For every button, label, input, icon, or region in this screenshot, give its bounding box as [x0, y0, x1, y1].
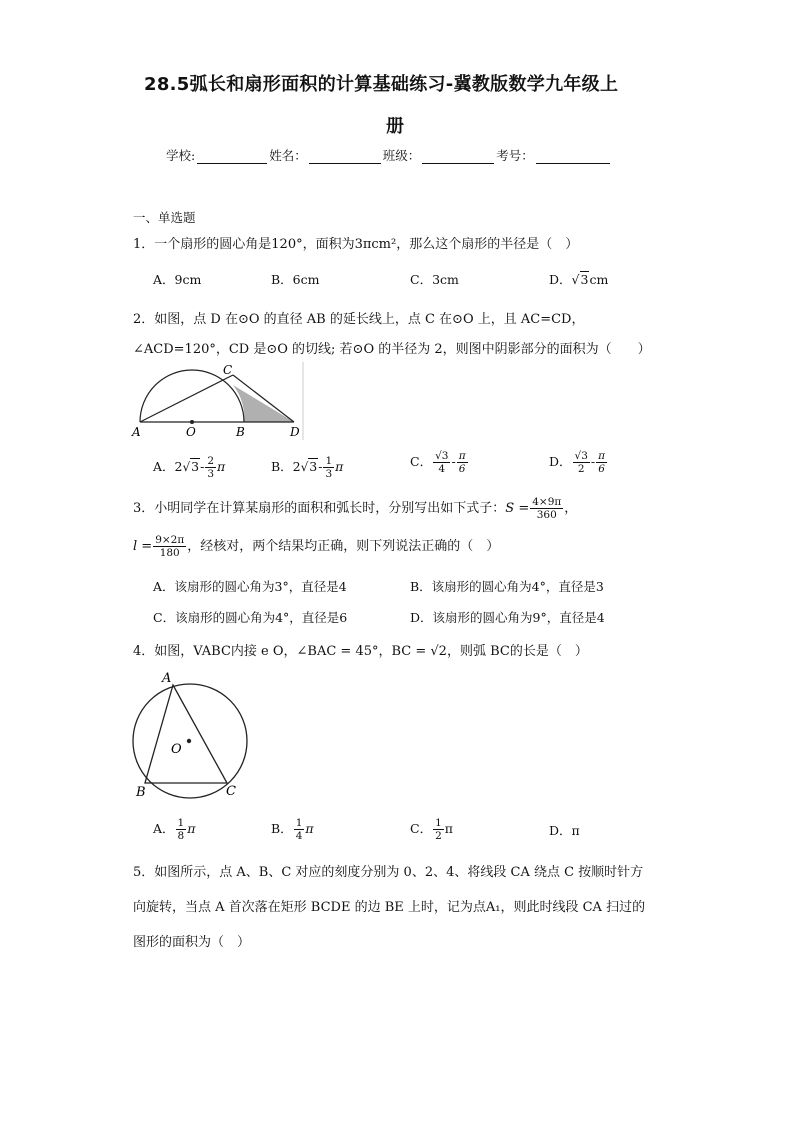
q1-d-unit: cm	[589, 272, 609, 287]
label-b: B	[136, 785, 146, 800]
q3-s-tail: ，	[564, 501, 578, 516]
label-a: A	[162, 671, 172, 686]
q4-b-prefix: B．	[271, 821, 293, 836]
q3-s-fraction: $\frac{4\times 9\pi}{360}$	[532, 496, 562, 521]
label-a: A	[132, 425, 141, 439]
q4-c-fraction: $\frac{1}{2}$	[435, 817, 442, 842]
question-3-line-1	[133, 496, 577, 521]
question-5-line-1: 5．如图所示，点 A、B、C 对应的刻度分别为 0、2、4、将线段 CA 绕点 C 按顺时针方	[133, 865, 644, 880]
q4-b-pi: π	[305, 821, 314, 836]
question-5-line-2: 向旋转，当点 A 首次落在矩形 BCDE 的边 BE 上时，记为点A₁，则此时线段 CA 扫过的	[133, 900, 646, 915]
class-label: 班级：	[382, 148, 421, 163]
sqrt-sign: √	[182, 460, 191, 474]
q2-option-a[interactable]	[153, 455, 225, 480]
q4-option-d[interactable]: D．π	[549, 823, 580, 838]
q2-c-fraction-1: $\frac{√3}{4}$	[435, 450, 449, 475]
q2-b-minus: -	[318, 459, 323, 474]
q3-option-b[interactable]: B．该扇形的圆心角为4°，直径是3	[410, 579, 604, 594]
q4-c-pi: π	[444, 821, 453, 836]
label-c: C	[223, 363, 233, 377]
student-info-row	[166, 146, 612, 164]
q2-b-fraction: $\frac{1}{3}$	[325, 455, 333, 480]
q2-d-fraction-2: $\frac{\pi}{6}$	[598, 450, 606, 475]
question-1-stem: 1．一个扇形的圆心角是120°，面积为3πcm²，那么这个扇形的半径是（ ）	[133, 237, 579, 252]
q4-a-fraction: $\frac{1}{8}$	[177, 817, 185, 842]
center-dot	[187, 739, 191, 743]
q2-a-fraction: $\frac{2}{3}$	[207, 455, 215, 480]
q2-c-minus: -	[451, 454, 456, 469]
q1-d-prefix: D．	[549, 272, 572, 287]
sqrt-sign: √	[300, 460, 309, 474]
q2-b-prefix: B．2	[271, 459, 301, 474]
q2-a-radicand: 3	[191, 459, 200, 474]
q3-l-lhs: l =	[133, 539, 153, 554]
q3-question-text: ，经核对，两个结果均正确，则下列说法正确的（ ）	[187, 539, 500, 554]
q2-option-c[interactable]	[410, 450, 469, 475]
question-4-stem: 4．如图，VABC内接 e O，∠BAC = 45°，BC = √2，则弧 BC的长是（ ）	[133, 644, 588, 659]
chord-ac	[140, 375, 233, 422]
triangle-abc	[145, 685, 227, 783]
name-field[interactable]	[309, 149, 381, 164]
number-label: 考号：	[496, 148, 534, 163]
page-title-cont: 册	[386, 116, 405, 137]
name-label: 姓名：	[269, 148, 307, 163]
q3-intro-text: 3．小明同学在计算某扇形的面积和弧长时，分别写出如下式子：	[133, 501, 506, 516]
q2-a-minus: -	[200, 459, 205, 474]
label-o: O	[171, 742, 182, 757]
q2-d-prefix: D．	[549, 454, 572, 469]
label-o: O	[186, 425, 196, 439]
q2-b-pi: π	[335, 459, 344, 474]
q4-option-c[interactable]	[410, 817, 453, 842]
q4-option-b[interactable]	[271, 817, 314, 842]
label-b: B	[236, 425, 245, 439]
center-dot	[190, 420, 194, 424]
q2-a-pi: π	[217, 459, 226, 474]
q4-a-pi: π	[187, 821, 196, 836]
q1-option-d[interactable]	[549, 270, 608, 288]
question-2-line-1: 2．如图，点 D 在⊙O 的直径 AB 的延长线上，点 C 在⊙O 上，且 AC=CD，	[133, 312, 585, 327]
question-2-line-2: ∠ACD=120°，CD 是⊙O 的切线; 若⊙O 的半径为 2，则图中阴影部分的面积为（ ）	[133, 342, 651, 357]
q3-option-a[interactable]: A．该扇形的圆心角为3°，直径是4	[153, 579, 347, 594]
q4-b-fraction: $\frac{1}{4}$	[295, 817, 303, 842]
q4-option-a[interactable]	[153, 817, 195, 842]
q3-l-fraction: $\frac{9\times 2\pi}{180}$	[155, 534, 185, 559]
question-5-line-3: 图形的面积为（ ）	[133, 935, 251, 950]
q2-d-minus: -	[590, 454, 596, 469]
q2-c-fraction-2: $\frac{\pi}{6}$	[458, 450, 466, 475]
q1-option-b[interactable]: B．6cm	[271, 272, 320, 287]
q3-s-lhs: S =	[505, 501, 530, 516]
q4-a-prefix: A．	[153, 821, 175, 836]
page-title: 28.5弧长和扇形面积的计算基础练习-冀教版数学九年级上	[144, 74, 619, 95]
q2-option-b[interactable]	[271, 455, 343, 480]
q2-option-d[interactable]	[549, 450, 608, 475]
q3-option-d[interactable]: D．该扇形的圆心角为9°，直径是4	[410, 610, 605, 625]
q4-c-prefix: C．	[410, 821, 433, 836]
q2-d-fraction-1: $\frac{√3}{2}$	[574, 450, 588, 475]
number-field[interactable]	[536, 149, 610, 164]
sqrt-sign: √	[571, 272, 580, 287]
q1-option-c[interactable]: C．3cm	[410, 272, 459, 287]
q4-figure	[128, 666, 250, 802]
q2-a-prefix: A．2	[153, 459, 183, 474]
school-field[interactable]	[197, 149, 267, 164]
q2-b-radicand: 3	[309, 459, 318, 474]
q2-figure	[130, 362, 310, 442]
shaded-region	[233, 385, 294, 422]
class-field[interactable]	[422, 149, 494, 164]
section-heading: 一、单选题	[133, 210, 196, 225]
q3-option-c[interactable]: C．该扇形的圆心角为4°，直径是6	[153, 610, 348, 625]
q1-option-a[interactable]: A．9cm	[153, 272, 202, 287]
q1-d-radicand: 3	[580, 272, 589, 287]
label-d: D	[290, 425, 300, 439]
question-3-line-2	[133, 534, 499, 559]
school-label: 学校:	[166, 148, 196, 163]
label-c: C	[226, 784, 236, 799]
q2-c-prefix: C．	[410, 454, 433, 469]
